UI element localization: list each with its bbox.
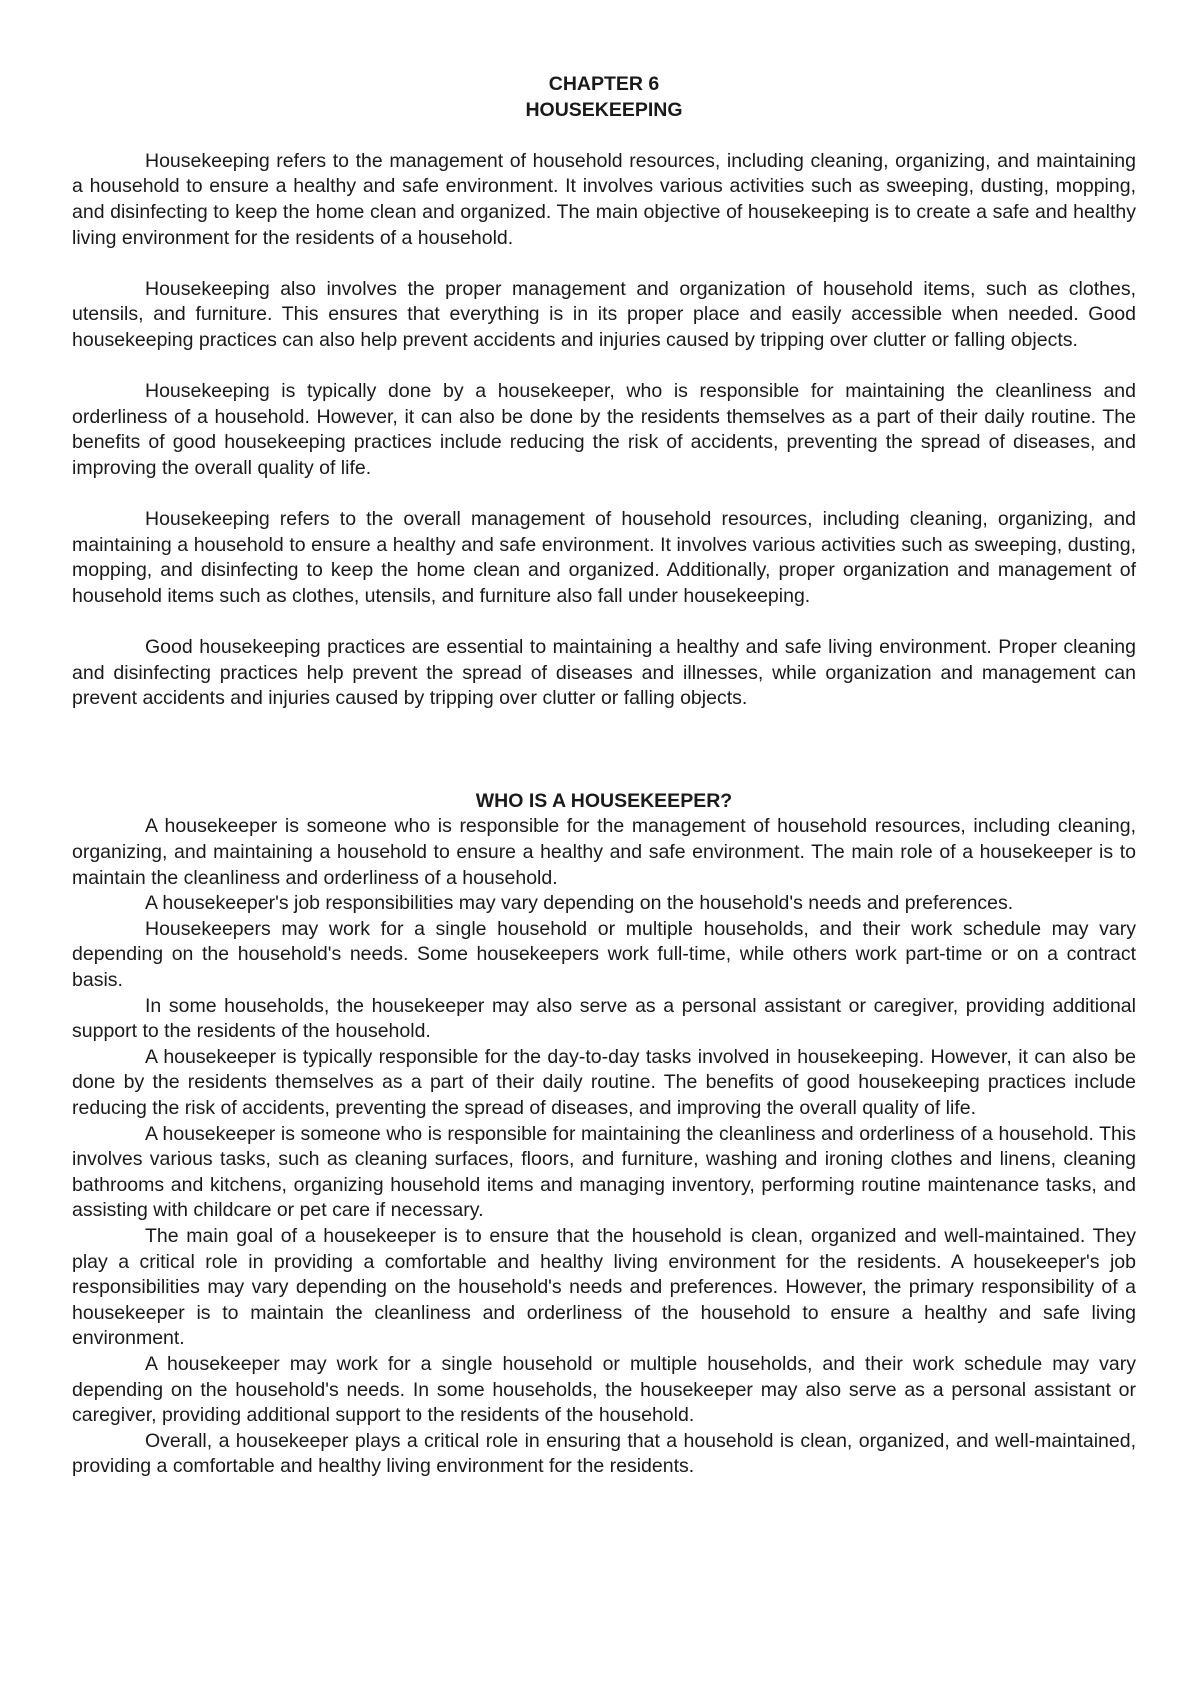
section-heading: WHO IS A HOUSEKEEPER? <box>475 789 733 812</box>
intro-paragraph: Good housekeeping practices are essential to maintaining a healthy and safe living environment. Proper cleaning and disinfecting practices help prevent the spread of diseases and illnesses, while organization and management can prevent accidents and injuries caused by tripping over clutter or falling objects. <box>72 636 1136 710</box>
section-paragraph: A housekeeper may work for a single household or multiple households, and their work schedule may vary depending on the household's needs. In some households, the housekeeper may also serve as a personal assistant or caregiver, providing additional support to the residents of the household. <box>72 1352 1136 1427</box>
section-paragraph: A housekeeper's job responsibilities may vary depending on the household's needs and preferences. <box>145 892 1014 915</box>
section-paragraph: In some households, the housekeeper may also serve as a personal assistant or caregiver, providing additional support to the residents of the household. <box>72 994 1136 1043</box>
document-page <box>72 72 1136 1480</box>
intro-paragraph: Housekeeping is typically done by a housekeeper, who is responsible for maintaining the cleanliness and orderliness of a household. However, it can also be done by the residents themselves as a part of their daily routine. The benefits of good housekeeping practices include reducing the risk of accidents, preventing the spread of diseases, and improving the overall quality of life. <box>72 380 1136 479</box>
section-paragraph: A housekeeper is typically responsible for the day-to-day tasks involved in housekeeping. However, it can also be done by the residents themselves as a part of their daily routine. The benefits of good housekeeping practices include reducing the risk of accidents, preventing the spread of diseases, and improving the overall quality of life. <box>72 1045 1136 1119</box>
intro-section <box>72 149 1136 712</box>
chapter-number: CHAPTER 6 <box>548 73 660 95</box>
section-paragraph: Housekeepers may work for a single household or multiple households, and their work schedule may vary depending on the household's needs. Some housekeepers work full-time, while others work part-time or on a contract basis. <box>72 917 1136 991</box>
intro-paragraph: Housekeeping also involves the proper management and organization of household items, such as clothes, utensils, and furniture. This ensures that everything is in its proper place and easily accessible when needed. Good housekeeping practices can also help prevent accidents and injuries caused by tripping over clutter or falling objects. <box>72 277 1136 351</box>
section-paragraph: The main goal of a housekeeper is to ensure that the household is clean, organized and well-maintained. They play a critical role in providing a comfortable and healthy living environment for the residents. A housekeeper's job responsibilities may vary depending on the household's needs and preferences. However, the primary responsibility of a housekeeper is to maintain the cleanliness and orderliness of the household to ensure a healthy and safe living environment. <box>72 1224 1136 1350</box>
intro-paragraph: Housekeeping refers to the overall management of household resources, including cleaning, organizing, and maintaining a household to ensure a healthy and safe environment. It involves various activities such as sweeping, dusting, mopping, and disinfecting to keep the home clean and organized. Additionally, proper organization and management of household items such as clothes, utensils, and furniture also fall under housekeeping. <box>72 508 1136 607</box>
chapter-title: HOUSEKEEPING <box>525 98 683 121</box>
section-paragraph: Overall, a housekeeper plays a critical role in ensuring that a household is clean, organized, and well-maintained, providing a comfortable and healthy living environment for the residents. <box>72 1429 1136 1478</box>
section-paragraph: A housekeeper is someone who is responsible for maintaining the cleanliness and orderliness of a household. This involves various tasks, such as cleaning surfaces, floors, and furniture, washing and ironing clothes and linens, cleaning bathrooms and kitchens, organizing household items and managing inventory, performing routine maintenance tasks, and assisting with childcare or pet care if necessary. <box>72 1122 1136 1222</box>
housekeeper-section <box>72 814 1136 1479</box>
section-paragraph: A housekeeper is someone who is responsible for the management of household resources, including cleaning, organizing, and maintaining a household to ensure a healthy and safe environment. The main role of a housekeeper is to maintain the cleanliness and orderliness of a household. <box>72 815 1136 889</box>
intro-paragraph: Housekeeping refers to the management of household resources, including cleaning, organizing, and maintaining a household to ensure a healthy and safe environment. It involves various activities such as sweeping, dusting, mopping, and disinfecting to keep the home clean and organized. The main objective of housekeeping is to create a safe and healthy living environment for the residents of a household. <box>72 149 1136 249</box>
